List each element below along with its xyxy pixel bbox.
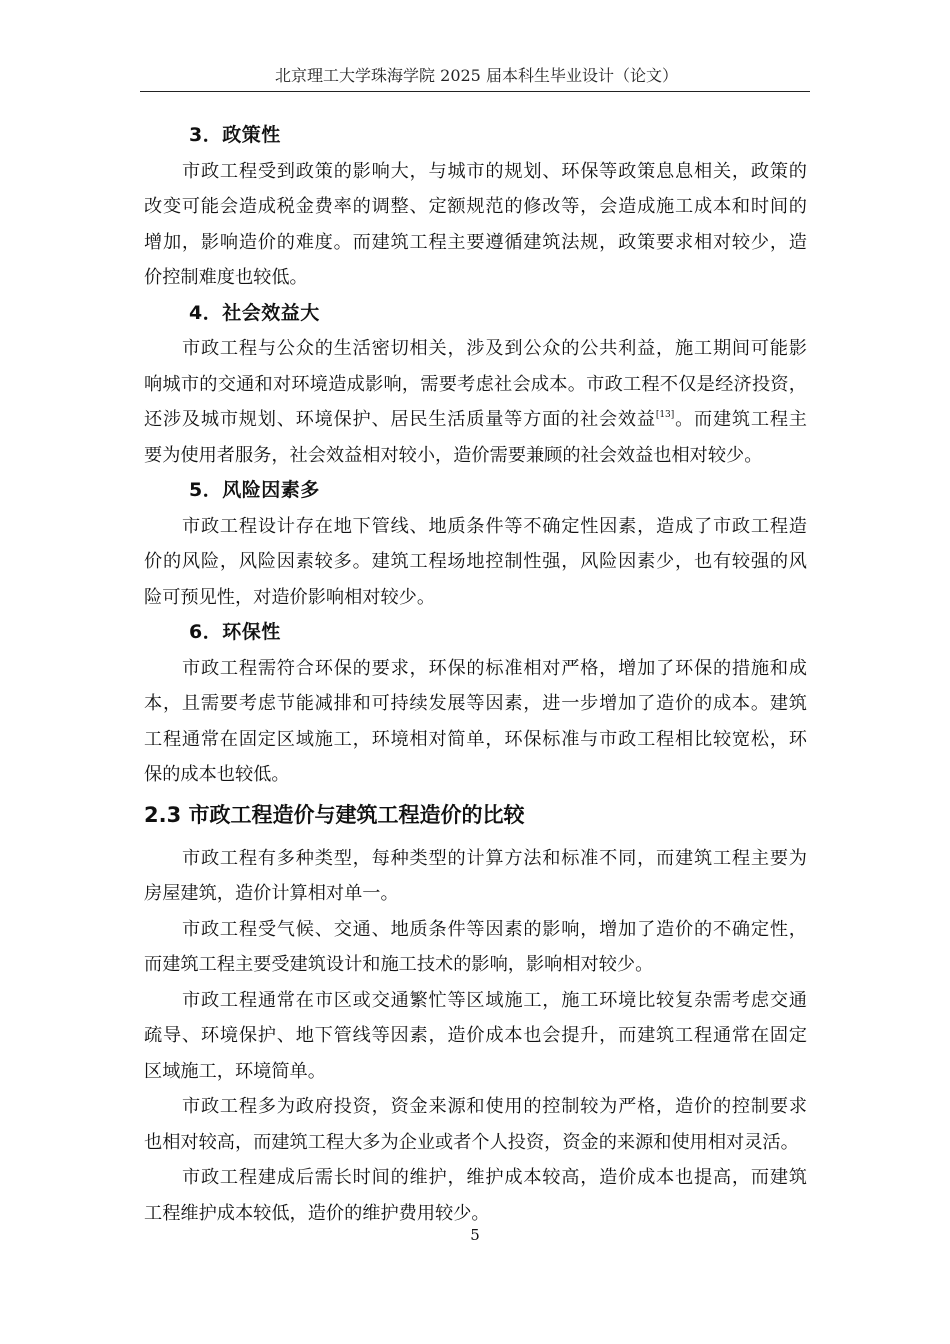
line-text: 市政工程与公众的生活密切相关，涉及到公众的公共利益，施工期间可能影 [182,338,807,359]
line-text: 工程通常在固定区域施工，环境相对简单，环保标准与市政工程相比较宽松，环 [144,728,807,750]
line-text: 保的成本也较低。 [144,764,290,785]
text-line [144,1018,807,1054]
text-line [144,225,807,261]
line-text: 市政工程受到政策的影响大，与城市的规划、环保等政策息息相关，政策的 [182,160,807,182]
citation-marker[interactable]: [13] [655,410,675,420]
text-line [144,402,807,438]
line-text: 市政工程建成后需长时间的维护，维护成本较高，造价成本也提高，而建筑 [182,1167,807,1188]
text-line [144,876,807,912]
line-text: 响城市的交通和对环境造成影响，需要考虑社会成本。市政工程不仅是经济投资， [144,373,807,395]
text-line [144,841,807,877]
line-text: 险可预见性，对造价影响相对较少。 [144,586,436,608]
line-text: 增加，影响造价的难度。而建筑工程主要遵循建筑法规，政策要求相对较少，造 [144,231,807,253]
text-line [144,1054,807,1090]
subsection-heading: 5．风险因素多 [189,479,320,501]
header-rule [140,91,810,92]
line-text: 区域施工，环境简单。 [144,1060,326,1082]
line-text-after-citation: 。而建筑工程主 [674,409,807,430]
paragraph [144,1089,807,1160]
line-text: 市政工程多为政府投资，资金来源和使用的控制较为严格，造价的控制要求 [182,1096,807,1117]
text-line [144,757,807,793]
paragraph [144,841,807,912]
text-line [144,1160,807,1196]
paragraph [144,509,807,616]
line-text: 价的风险，风险因素较多。建筑工程场地控制性强，风险因素少，也有较强的风 [144,551,807,572]
paragraph [144,983,807,1090]
text-line [144,367,807,403]
line-text: 工程维护成本较低，造价的维护费用较少。 [144,1202,490,1224]
text-line [144,509,807,545]
line-text: 而建筑工程主要受建筑设计和施工技术的影响，影响相对较少。 [144,954,654,975]
paragraph [144,331,807,473]
section-heading: 2.3 市政工程造价与建筑工程造价的比较 [144,802,525,827]
page-number: 5 [470,1226,480,1244]
text-line [144,947,807,983]
text-line [144,1125,807,1161]
line-text: 还涉及城市规划、环境保护、居民生活质量等方面的社会效益 [144,409,656,430]
paragraph [144,912,807,983]
line-text: 也相对较高，而建筑工程大多为企业或者个人投资，资金的来源和使用相对灵活。 [144,1131,799,1153]
line-text: 疏导、环境保护、地下管线等因素，造价成本也会提升，而建筑工程通常在固定 [144,1025,807,1046]
line-text: 市政工程受气候、交通、地质条件等因素的影响，增加了造价的不确定性， [182,918,807,940]
line-text: 本，且需要考虑节能减排和可持续发展等因素，进一步增加了造价的成本。建筑 [144,693,807,714]
line-text: 市政工程有多种类型，每种类型的计算方法和标准不同，而建筑工程主要为 [182,847,807,869]
text-line [144,331,807,367]
line-text: 房屋建筑，造价计算相对单一。 [144,883,399,904]
line-text: 市政工程需符合环保的要求，环保的标准相对严格，增加了环保的措施和成 [182,657,807,679]
paragraph [144,154,807,296]
text-line [144,686,807,722]
paragraph [144,1160,807,1231]
document-body [144,118,807,1231]
text-line [144,260,807,296]
text-line [144,912,807,948]
text-line [144,651,807,687]
subsection-heading: 6．环保性 [189,621,281,643]
text-line [144,983,807,1019]
text-line [144,189,807,225]
line-text: 要为使用者服务，社会效益相对较小，造价需要兼顾的社会效益也相对较少。 [144,444,763,466]
text-line [144,544,807,580]
text-line [144,1089,807,1125]
text-line [144,154,807,190]
paragraph [144,651,807,793]
subsection-heading: 3．政策性 [189,124,281,146]
line-text: 价控制难度也较低。 [144,267,308,288]
text-line [144,580,807,616]
line-text: 市政工程设计存在地下管线、地质条件等不确定性因素，造成了市政工程造 [182,515,807,537]
page-header: 北京理工大学珠海学院 2025 届本科生毕业设计（论文） [275,66,678,85]
subsection-heading: 4．社会效益大 [189,301,320,324]
text-line [144,722,807,758]
line-text: 改变可能会造成税金费率的调整、定额规范的修改等，会造成施工成本和时间的 [144,196,807,217]
text-line [144,438,807,474]
line-text: 市政工程通常在市区或交通繁忙等区域施工，施工环境比较复杂需考虑交通 [182,989,807,1011]
